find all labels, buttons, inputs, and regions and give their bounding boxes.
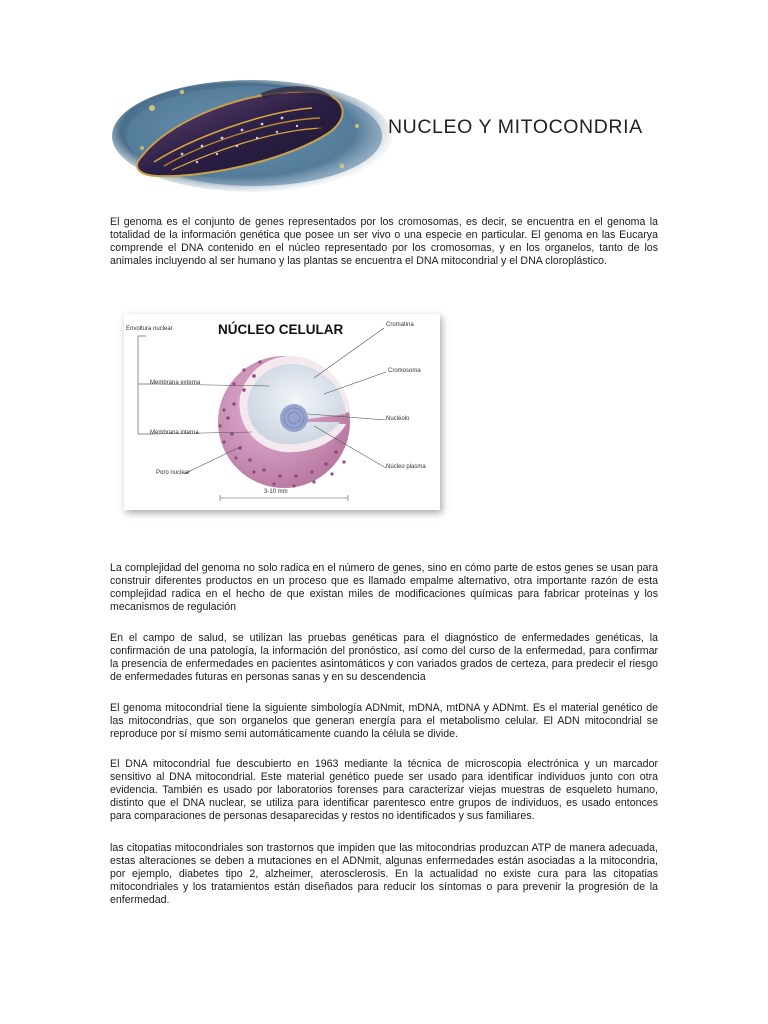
nucleus-diagram	[124, 314, 440, 510]
label-cromatina: Cromatina	[386, 322, 414, 328]
label-nucleolo: Nucléolo	[386, 416, 410, 422]
label-envoltura: Envoltura nuclear	[126, 326, 173, 332]
nucleus-diagram-svg	[124, 314, 440, 510]
paragraph-citopatias: las citopatias mitocondriales son trastornos que impiden que las mitocondrias produzcan ATP de manera adecuada, estas alteraciones se deben a mutaciones en el ADNmit, algunas enfermedades están asociadas a la mitocondria, por ejemplo, diabetes tipo 2, alzheimer, aterosclerosis. En la actualidad no existe cura para las citopatias mitocondriales y los tratamientos están diseñados para reducir los síntomas o para prevenir la progresión de la enfermedad.	[110, 842, 658, 907]
page-title: NUCLEO Y MITOCONDRIA	[388, 116, 643, 138]
paragraph-descubrimiento: El DNA mitocondrial fue descubierto en 1963 mediante la técnica de microscopia electrónica y un marcador sensitivo al DNA mitocondrial. Este material genético puede ser usado para identificar individuos junto con otra evidencia. También es usado por laboratorios forenses para caracterizar viejas muestras de esqueleto humano, distinto que el DNA nuclear, se utiliza para identificar parentesco entre grupos de individuos, es usado entonces para comparaciones de personas desaparecidas y restos no identificados y sus familiares.	[110, 758, 658, 823]
label-membrana-interna: Membrana interna	[150, 430, 199, 436]
label-cromosoma: Cromosoma	[388, 368, 421, 374]
label-nucleoplasma: Núcleo plasma	[386, 464, 426, 470]
label-membrana-externa: Membrana externa	[150, 380, 201, 386]
figure-title: NÚCLEO CELULAR	[218, 322, 344, 337]
paragraph-genoma-mitocondrial: El genoma mitocondrial tiene la siguiente simbología ADNmit, mDNA, mtDNA y ADNmt. Es el material genético de las mitocondrias, que son organelos que generan energía para el metabolismo celular. El ADN mitocondrial se reproduce por sí mismo semi automáticamente cuando la célula se divide.	[110, 702, 658, 741]
label-escala: 3-10 mm	[264, 489, 288, 495]
paragraph-genoma: El genoma es el conjunto de genes representados por los cromosomas, es decir, se encuentra en el genoma la totalidad de la información genética que posee un ser vivo o una especie en particular. El genoma en las Eucarya comprende el DNA contenido en el núcleo representado por los cromosomas, y en los organelos, tanto de los animales incluyendo al ser humano y las plantas se encuentra el DNA mitocondrial y el DNA cloroplástico.	[110, 216, 658, 268]
paragraph-salud: En el campo de salud, se utilizan las pruebas genéticas para el diagnóstico de enfermedades genéticas, la confirmación de una patología, la información del pronóstico, así como del curso de la enfermedad, para confirmar la presencia de enfermedades en pacientes asintomáticos y con variados grados de certeza, para predecir el riesgo de enfermedades futuras en personas sanas y en su descendencia	[110, 632, 658, 684]
mitochondria-illustration-icon	[112, 78, 396, 194]
paragraph-complejidad: La complejidad del genoma no solo radica en el número de genes, sino en cómo parte de estos genes se usan para construir diferentes productos en un proceso que es llamado empalme alternativo, otra importante razón de esta complejidad radica en el hecho de que existan miles de modificaciones químicas para fabricar proteínas y los mecanismos de regulación	[110, 562, 658, 614]
label-poro: Poro nuclear	[156, 470, 191, 476]
